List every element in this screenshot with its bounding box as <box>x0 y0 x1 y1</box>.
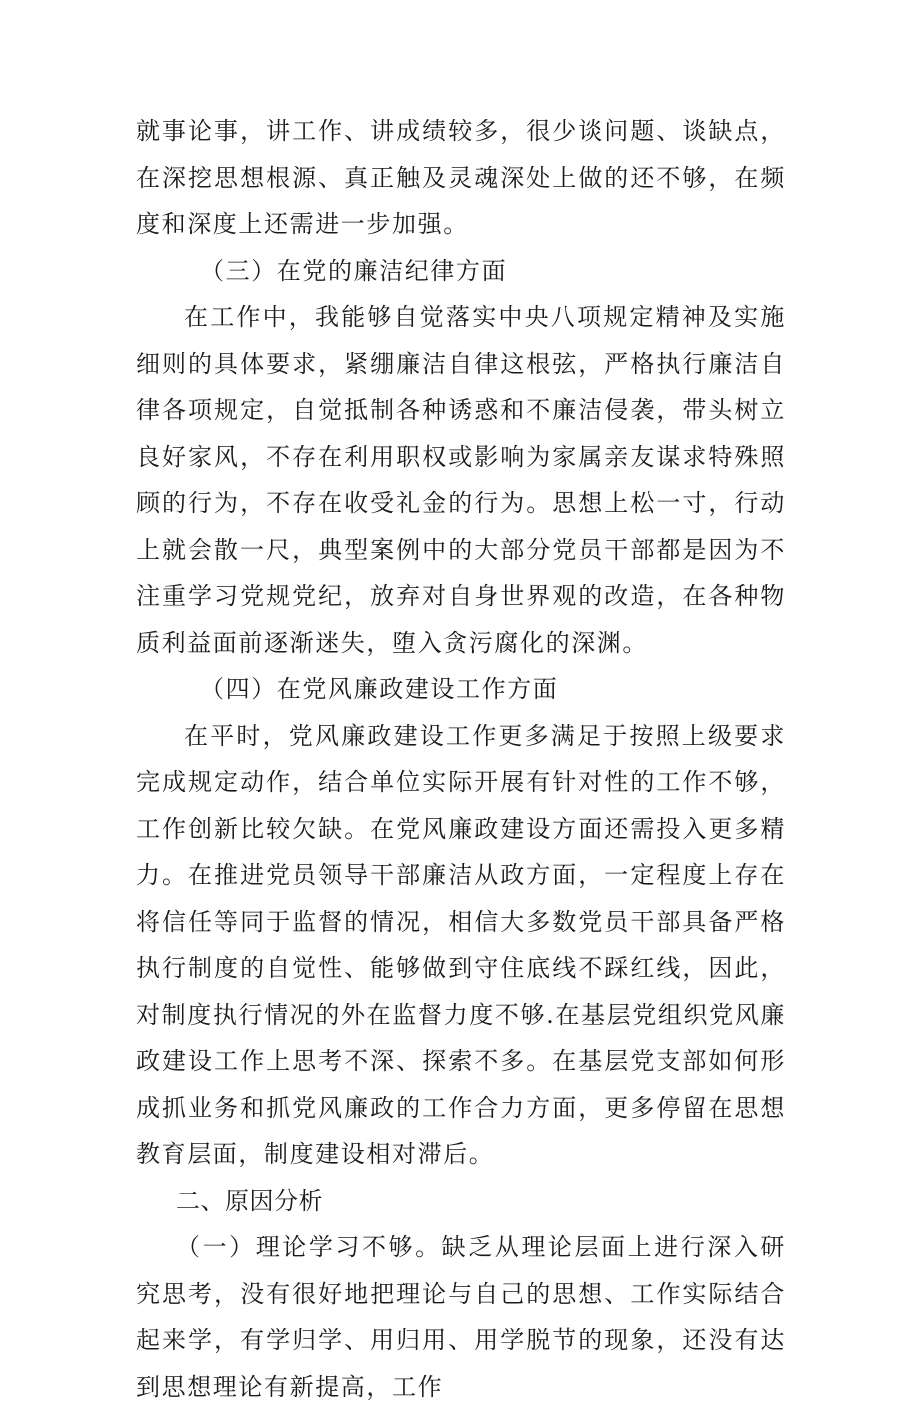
subheading-clean-government-work: （四）在党风廉政建设工作方面 <box>200 675 559 703</box>
paragraph-continuation: 就事论事，讲工作、讲成绩较多，很少谈问题、谈缺点，在深挖思想根源、真正触及灵魂深处上做的还不够，在频度和深度上还需进一步加强。 <box>136 117 786 238</box>
section-heading-cause-analysis: 二、原因分析 <box>176 1186 323 1215</box>
paragraph-clean-government-work: 在平时，党风廉政建设工作更多满足于按照上级要求完成规定动作，结合单位实际开展有针对性的工作不够，工作创新比较欠缺。在党风廉政建设方面还需投入更多精力。在推进党员领导干部廉洁从政方面，一定程度上存在将信任等同于监督的情况，相信大多数党员干部具备严格执行制度的自觉性、能够做到守住底线不踩红线，因此，对制度执行情况的外在监督力度不够.在基层党组织党风廉政建设工作上思考不深、探索不多。在基层党支部如何形成抓业务和抓党风廉政的工作合力方面，更多停留在思想教育层面，制度建设相对滞后。 <box>136 721 786 1168</box>
paragraph-theory-study: （一）理论学习不够。缺乏从理论层面上进行深入研究思考，没有很好地把理论与自己的思想、工作实际结合起来学，有学归学、用归用、用学脱节的现象，还没有达到思想理论有新提高，工作 <box>136 1233 786 1401</box>
subheading-party-integrity-discipline: （三）在党的廉洁纪律方面 <box>200 256 508 285</box>
document-body <box>136 108 786 1410</box>
paragraph-integrity-discipline: 在工作中，我能够自觉落实中央八项规定精神及实施细则的具体要求，紧绷廉洁自律这根弦，严格执行廉洁自律各项规定，自觉抵制各种诱惑和不廉洁侵袭，带头树立良好家风，不存在利用职权或影响为家属亲友谋求特殊照顾的行为，不存在收受礼金的行为。思想上松一寸，行动上就会散一尺，典型案例中的大部分党员干部都是因为不注重学习党规党纪，放弃对自身世界观的改造，在各种物质利益面前逐渐迷失，堕入贪污腐化的深渊。 <box>136 303 786 657</box>
